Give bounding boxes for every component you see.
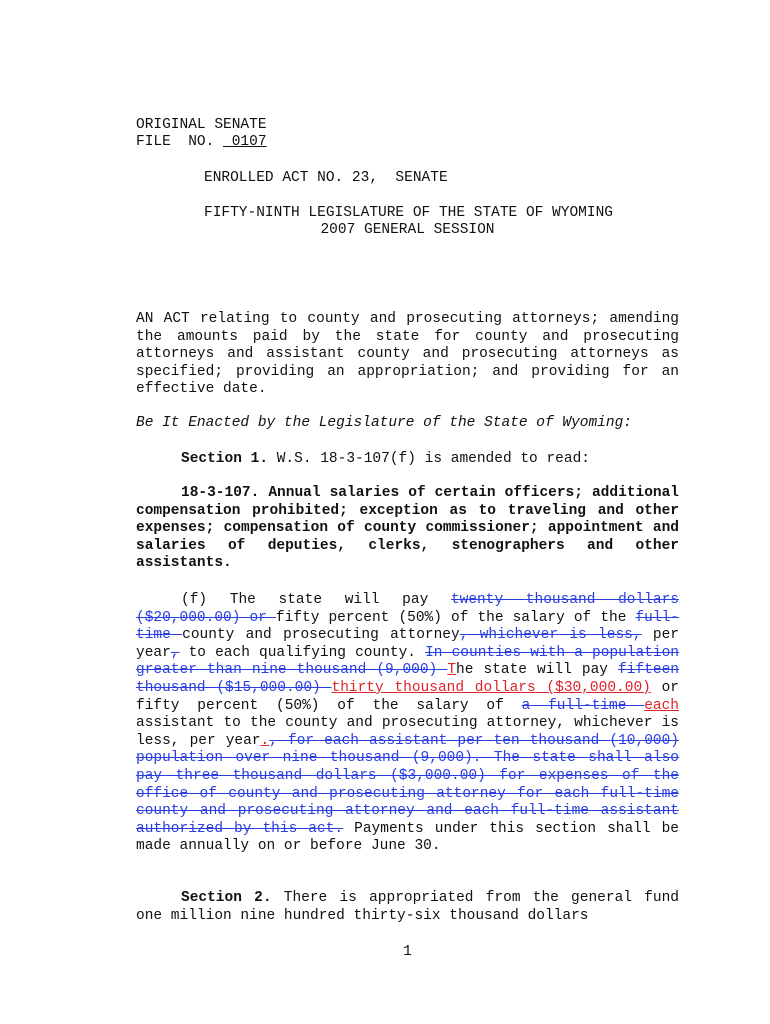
original-senate-label: ORIGINAL SENATE <box>136 117 267 133</box>
subsection-text: per year <box>136 627 679 661</box>
inserted-text: . <box>260 732 270 749</box>
subsection-f <box>136 592 679 856</box>
subsection-text: he state will pay <box>456 662 619 679</box>
file-number-line <box>136 134 267 150</box>
section-1-intro <box>181 451 590 467</box>
deleted-text: In counties with a population greater than nine thousand (9,000) <box>136 644 680 679</box>
subsection-text: to each qualifying county. <box>179 644 426 661</box>
section-2 <box>136 890 679 925</box>
subsection-text: or fifty percent (50%) of the salary of <box>136 679 679 714</box>
section-2-label: Section 2. <box>181 890 272 906</box>
inserted-text: thirty thousand dollars ($30,000.00) <box>331 679 651 696</box>
deleted-text: twenty thousand dollars ($20,000.00) or <box>136 592 679 626</box>
subsection-text: fifty percent (50%) of the salary of the <box>275 609 636 626</box>
inserted-text: each <box>644 697 680 714</box>
inserted-text: T <box>447 662 457 679</box>
deleted-text: a full-time <box>521 697 645 714</box>
section-1-label: Section 1. <box>181 451 269 467</box>
section-1-text: W.S. 18-3-107(f) is amended to read: <box>268 451 590 467</box>
subsection-text: assistant to the county and prosecuting attorney, whichever is less, per year <box>136 715 679 749</box>
deleted-text: , <box>170 644 180 661</box>
enacting-clause: Be It Enacted by the Legislature of the State of Wyoming: <box>136 415 632 431</box>
legislature-label: FIFTY-NINTH LEGISLATURE OF THE STATE OF WYOMING <box>204 205 613 221</box>
subsection-text: Payments under this section shall be made annually on or before June 30. <box>136 820 679 855</box>
deleted-text: fifteen thousand ($15,000.00) <box>136 662 679 696</box>
deleted-text: full-time <box>136 609 679 644</box>
act-title: AN ACT relating to county and prosecuting attorneys; amending the amounts paid by the state for county and prosecuting attorneys and assistant county and prosecuting attorneys as specified; providing an appropriation; and providing for an effective date. <box>136 311 679 398</box>
deleted-text: , whichever is less, <box>459 627 642 644</box>
page-number: 1 <box>403 944 412 960</box>
subsection-text: (f) The state will pay <box>181 592 451 608</box>
file-number: 0107 <box>223 134 267 150</box>
subsection-text: county and prosecuting attorney <box>182 627 460 644</box>
section-2-text: There is appropriated from the general fund one million nine hundred thirty-six thousand dollars <box>136 890 679 924</box>
enrolled-act-label: ENROLLED ACT NO. 23, SENATE <box>204 170 448 186</box>
deleted-text: , for each assistant per ten thousand (10,000) population over nine thousand (9,000). The state shall also pay three thousand dollars ($3,000.00) for expenses of the office of county and prosecuting attorney for each full-time county and prosecuting attorney and each full-time assistant authorized by this act. <box>136 732 680 837</box>
statute-heading: 18-3-107. Annual salaries of certain officers; additional compensation prohibited; exception as to traveling and other expenses; compensation of county commissioner; appointment and salaries of deputies, clerks, stenographers and other assistants. <box>136 485 679 572</box>
session-label: 2007 GENERAL SESSION <box>320 222 495 238</box>
file-number-label: FILE NO. <box>136 134 224 150</box>
